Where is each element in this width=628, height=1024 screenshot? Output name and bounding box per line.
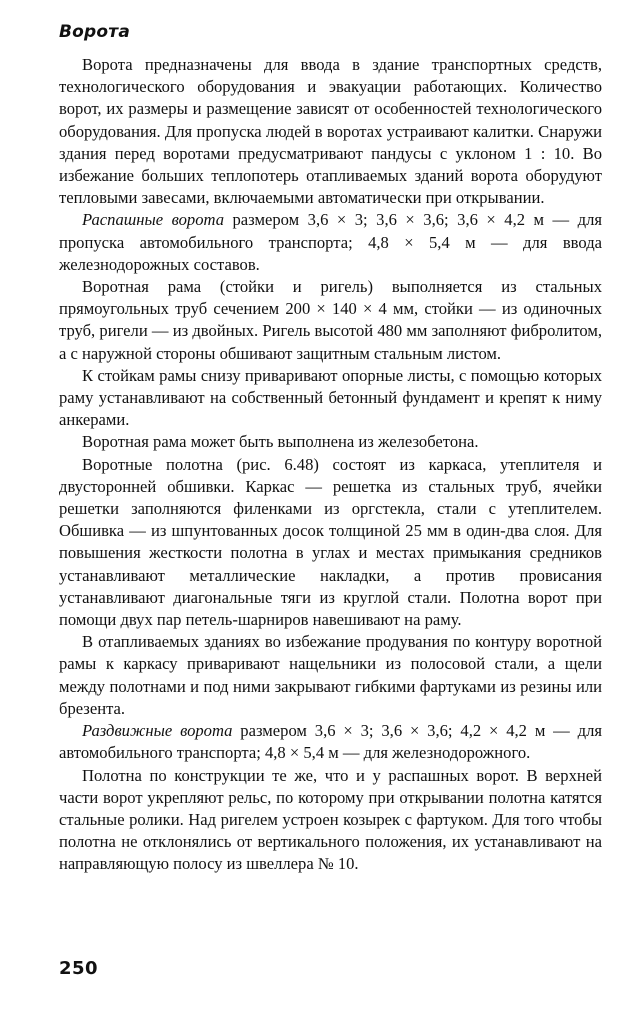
paragraph-text: Полотна по конструкции те же, что и у распашных ворот. В верхней части ворот укрепляют рельс, по которому при открывании полотна катятся стальные ролики. Над ригелем устроен козырек с фартуком. Для того чтобы полотна не отклонялись от вертикального положения, их устанавливают на направляющую полосу из швеллера № 10. bbox=[59, 765, 602, 874]
paragraph bbox=[59, 631, 602, 720]
paragraph-text: В отапливаемых зданиях во избежание продувания по контуру воротной рамы к каркасу приваривают нащельники из полосовой стали, а щели между полотнами и под ними закрывают гибкими фартуками из резины или брезента. bbox=[59, 632, 602, 718]
paragraph bbox=[59, 454, 602, 632]
paragraph-lead-term: Распашные ворота bbox=[82, 210, 224, 230]
paragraph bbox=[59, 209, 602, 276]
paragraph bbox=[59, 54, 602, 209]
paragraph bbox=[59, 365, 602, 432]
paragraph-text: размером 3,6 × 3; 3,6 × 3,6; 4,2 × 4,2 м — для автомобильного транспорта; 4,8 × 5,4 м — для железнодорожного. bbox=[59, 721, 602, 763]
paragraph-text: К стойкам рамы снизу приваривают опорные листы, с помощью которых раму устанавливают на собственный бетонный фундамент и крепят к ниму анкерами. bbox=[59, 365, 602, 430]
section-heading: Ворота bbox=[59, 22, 131, 42]
paragraph-text: Воротная рама (стойки и ригель) выполняется из стальных прямоугольных труб сечением 200 × 140 × 4 мм, стойки — из одиночных труб, ригели — из двойных. Ригель высотой 480 мм заполняют фибролитом, а с наружной стороны обшивают защитным стальным листом. bbox=[59, 277, 602, 363]
paragraph bbox=[59, 765, 602, 876]
page-number: 250 bbox=[59, 958, 99, 979]
paragraph-text: Воротная рама может быть выполнена из железобетона. bbox=[82, 432, 479, 452]
paragraph bbox=[59, 720, 602, 764]
paragraph-lead-term: Раздвижные ворота bbox=[82, 721, 233, 741]
paragraph bbox=[59, 431, 602, 453]
paragraph-text: Воротные полотна (рис. 6.48) состоят из каркаса, утеплителя и двусторонней обшивки. Каркас — решетка из стальных труб, ячейки решетки заполняются филенками из оргстекла, стали с утеплителем. Обшивка — из шпунтованных досок толщиной 25 мм в один-два слоя. Для повышения жесткости полотна в углах и местах примыкания средников устанавливают металлические накладки, а против провисания устанавливают диагональные тяги из круглой стали. Полотна ворот при помощи двух пар петель-шарниров навешивают на раму. bbox=[59, 454, 602, 630]
paragraph-text: Ворота предназначены для ввода в здание транспортных средств, технологического оборудования и эвакуации работающих. Количество ворот, их размеры и размещение зависят от особенностей технологического оборудования. Для пропуска людей в воротах устраивают калитки. Снаружи здания перед воротами предусматривают пандусы с уклоном 1 : 10. Во избежание больших теплопотерь отапливаемых зданий ворота оборудуют тепловыми завесами, включаемыми автоматически при открывании. bbox=[59, 55, 602, 208]
paragraph bbox=[59, 276, 602, 365]
body-text bbox=[59, 54, 602, 876]
paragraph-text: размером 3,6 × 3; 3,6 × 3,6; 3,6 × 4,2 м — для пропуска автомобильного транспорта; 4,8 × 5,4 м — для ввода железнодорожных составов. bbox=[59, 210, 602, 274]
